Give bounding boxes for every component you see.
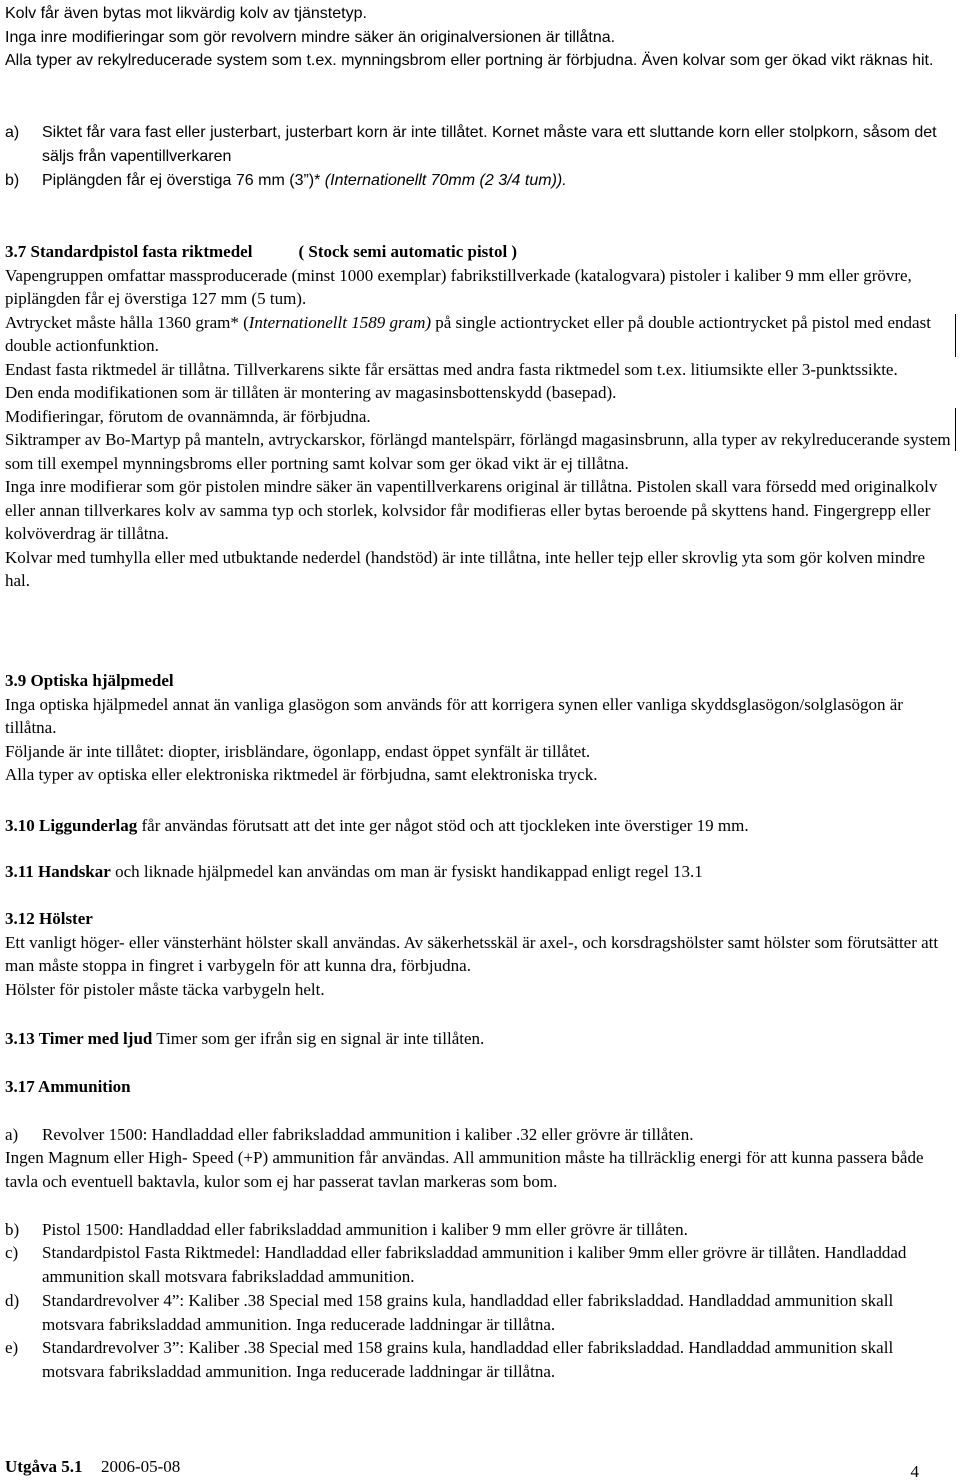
paragraph: Alla typer av optiska eller elektroniska riktmedel är förbjudna, samt elektroniska tryck. <box>5 765 598 784</box>
section-text: och liknade hjälpmedel kan användas om man är fysiskt handikappad enligt regel 13.1 <box>110 862 703 881</box>
section-heading <box>5 240 953 264</box>
section-heading: 3.17 Ammunition <box>5 1077 131 1096</box>
section-3-12 <box>5 907 953 1001</box>
footer-date: 2006-05-08 <box>100 1457 181 1476</box>
item-label: b) <box>5 172 20 189</box>
section-heading: 3.13 Timer med ljud <box>5 1029 153 1048</box>
section-text: Timer som ger ifrån sig en signal är inte tillåten. <box>152 1029 485 1048</box>
section-3-9 <box>5 669 953 787</box>
section-heading: 3.9 Optiska hjälpmedel <box>5 671 174 690</box>
paragraph: Modifieringar, förutom de ovannämnda, är förbjudna. <box>5 406 371 426</box>
heading-subtitle: ( Stock semi automatic pistol ) <box>298 242 518 261</box>
section-heading: 3.10 Liggunderlag <box>5 816 138 835</box>
heading-text: 3.7 Standardpistol fasta riktmedel <box>5 242 253 261</box>
paragraph: Inga optiska hjälpmedel annat än vanliga glasögon som används för att korrigera synen eller vanliga skyddsglasögon/solglasögon är tillåtna. <box>5 694 903 737</box>
paragraph <box>5 1027 953 1051</box>
paragraph <box>5 814 953 838</box>
trigger-weight-rest: på single actiontrycket eller på double actiontrycket på pistol med endast double actionfunktion. <box>5 312 931 355</box>
paragraph <box>5 860 953 884</box>
section-3-10 <box>5 814 953 838</box>
trigger-weight-text: Avtrycket måste hålla 1360 gram* ( <box>5 312 249 332</box>
footer-edition: Utgåva 5.1 <box>5 1457 83 1476</box>
section-text: får användas förutsatt att det inte ger något stöd och att tjockleken inte överstiger 19 mm. <box>137 816 749 835</box>
item-label: d) <box>5 1291 20 1310</box>
item-text: Siktet får vara fast eller justerbart, justerbart korn är inte tillåtet. Kornet måste vara ett sluttande korn eller stolpkorn, såsom det säljs från vapentillverkaren <box>42 124 937 165</box>
item-label: e) <box>5 1338 19 1357</box>
section-3-11 <box>5 860 953 884</box>
section-3-13 <box>5 1027 953 1051</box>
ammo-item-a <box>5 1123 953 1147</box>
ammo-item-b <box>5 1218 953 1242</box>
paragraph: Kolvar med tumhylla eller med utbuktande nederdel (handstöd) är inte tillåtna, inte heller tejp eller skrovlig yta som gör kolven mindre hal. <box>5 547 926 590</box>
paragraph: Ingen Magnum eller High- Speed (+P) ammunition får användas. All ammunition måste ha tillräcklig energi för att kunna passera både tavla och eventuell baktavla, kulor som ej har passerat tavlan markeras som bom. <box>5 1148 924 1191</box>
paragraph: Siktramper av Bo-Martyp på manteln, avtryckarskor, förlängd mantelspärr, förlängd magasinsbrunn, alla typer av rekylreducerande system som till exempel mynningsbroms eller portning samt kolvar som ger ökad vikt är ej tillåtna. <box>5 430 951 473</box>
paragraph: Inga inre modifierar som gör pistolen mindre säker än vapentillverkarens original är tillåtna. Pistolen skall vara försedd med originalkolv eller annan tillverkares kolv av samma typ och storlek, kolvsidor får modifieras eller bytas beroende på skyttens hand. Fingergrepp eller kolvöverdrag är tillåtna. <box>5 477 938 543</box>
barrel-length-text: Piplängden får ej överstiga 76 mm (3”)* <box>42 172 325 189</box>
item-text: Revolver 1500: Handladdad eller fabriksladdad ammunition i kaliber .32 eller grövre är tillåten. <box>42 1125 694 1144</box>
barrel-length-international: (Internationellt 70mm (2 3/4 tum)). <box>324 172 567 189</box>
item-text: Standardpistol Fasta Riktmedel: Handladdad eller fabriksladdad ammunition i kaliber 9mm eller grövre är tillåten. Handladdad ammunition skall motsvara fabriksladdad ammunition. <box>42 1243 907 1286</box>
item-label: b) <box>5 1220 20 1239</box>
paragraph: Hölster för pistoler måste täcka varbygeln helt. <box>5 979 325 999</box>
paragraph: Vapengruppen omfattar massproducerade (minst 1000 exemplar) fabrikstillverkade (katalogvara) pistoler i kaliber 9 mm eller grövre, piplängden får ej överstiga 127 mm (5 tum). <box>5 265 912 308</box>
item-text: Standardrevolver 4”: Kaliber .38 Special med 158 grains kula, handladdad eller fabriksladdad. Handladdad ammunition skall motsvara fabriksladdad ammunition. Inga reducerade laddningar är tillåtna. <box>42 1291 894 1334</box>
sights-item-a <box>5 121 953 168</box>
intro-line-2: Inga inre modifieringar som gör revolvern mindre säker än originalversionen är tillåtna. <box>5 28 616 46</box>
section-heading: 3.12 Hölster <box>5 909 93 928</box>
paragraph: Följande är inte tillåtet: diopter, irisbländare, ögonlapp, endast öppet synfält är tillåtet. <box>5 741 591 761</box>
item-label: a) <box>5 1125 19 1144</box>
page-footer <box>5 1455 180 1479</box>
intro-line-1: Kolv får även bytas mot likvärdig kolv av tjänstetyp. <box>5 5 367 22</box>
paragraph: Endast fasta riktmedel är tillåtna. Tillverkarens sikte får ersättas med andra fasta riktmedel som t.ex. litiumsikte eller 3-punktssikte. <box>5 359 898 379</box>
sights-item-b <box>5 169 953 193</box>
paragraph <box>5 311 953 358</box>
item-label: a) <box>5 124 20 141</box>
section-heading: 3.11 Handskar <box>5 862 111 881</box>
intro-paragraph <box>5 2 953 73</box>
trigger-weight-international: Internationellt 1589 gram) <box>248 312 432 332</box>
ammo-item-d <box>5 1289 953 1336</box>
section-3-17-heading <box>5 1075 953 1099</box>
paragraph: Ett vanligt höger- eller vänsterhänt hölster skall användas. Av säkerhetsskäl är axel-, och korsdragshölster samt hölster som förutsätter att man måste stoppa in fingret i varbygeln för att kunna dra, förbjudna. <box>5 932 939 975</box>
intro-line-3: Alla typer av rekylreducerade system som t.ex. mynningsbrom eller portning är förbjudna. Även kolvar som ger ökad vikt räknas hit. <box>5 52 934 69</box>
item-text: Standardrevolver 3”: Kaliber .38 Special med 158 grains kula, handladdad eller fabriksladdad. Handladdad ammunition skall motsvara fabriksladdad ammunition. Inga reducerade laddningar är tillåtna. <box>42 1338 894 1381</box>
item-label: c) <box>5 1243 19 1262</box>
page-number: 4 <box>910 1462 919 1481</box>
ammo-item-e <box>5 1336 953 1383</box>
revision-change-bar <box>955 408 956 451</box>
ammo-item-a-continuation <box>5 1146 953 1193</box>
ammo-item-c <box>5 1241 953 1288</box>
item-text <box>42 169 953 193</box>
revision-change-bar <box>955 314 956 357</box>
paragraph: Den enda modifikationen som är tillåten är montering av magasinsbottenskydd (basepad). <box>5 383 617 402</box>
item-text: Pistol 1500: Handladdad eller fabriksladdad ammunition i kaliber 9 mm eller grövre är tillåten. <box>42 1220 688 1239</box>
section-3-7 <box>5 240 953 593</box>
